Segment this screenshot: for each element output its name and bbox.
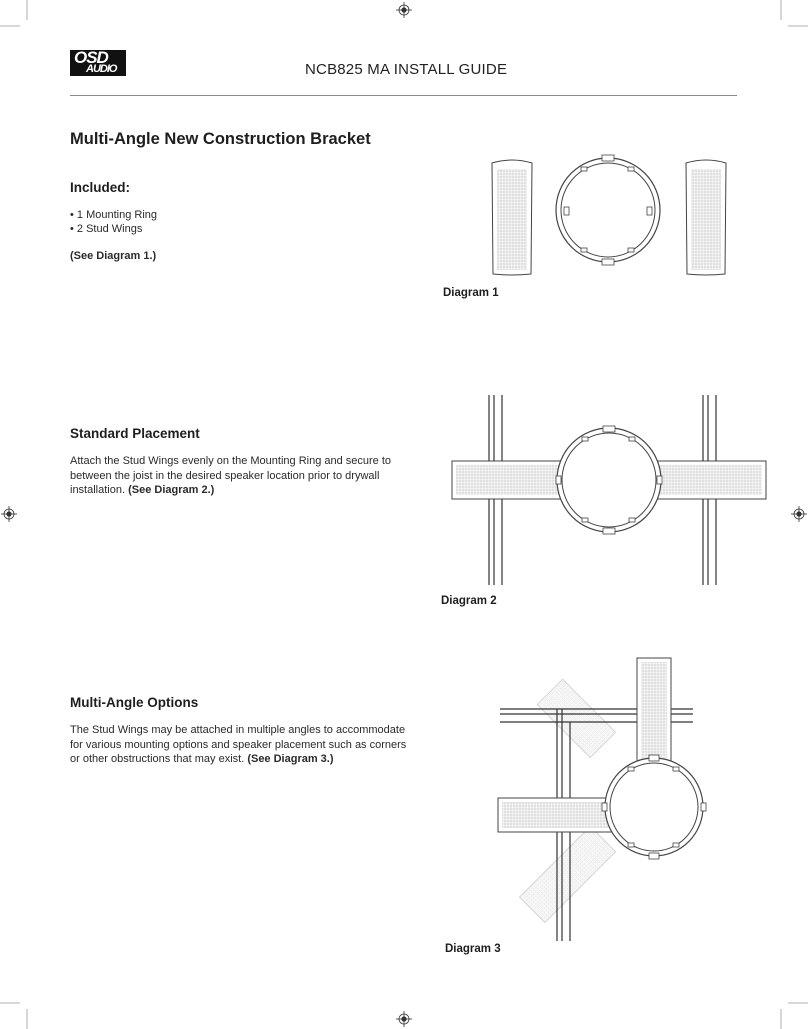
header-divider <box>70 95 737 96</box>
multi-angle-heading: Multi-Angle Options <box>70 695 199 710</box>
included-list <box>70 208 157 236</box>
stud-wing-horizontal <box>498 798 618 832</box>
multi-angle-body: The Stud Wings may be attached in multiple angles to accommodate for various mounting options and speaker placement such as corners or other obstructions that may exist. <box>70 724 407 765</box>
diagram-3 <box>495 655 715 945</box>
see-diagram-1-note: (See Diagram 1.) <box>70 250 157 262</box>
stud-wing-left <box>492 160 532 275</box>
mounting-ring <box>602 755 706 859</box>
osd-audio-logo <box>70 50 126 76</box>
list-item: • 1 Mounting Ring <box>70 209 158 221</box>
see-diagram-3-note: (See Diagram 3.) <box>247 753 334 765</box>
multi-angle-text <box>70 723 415 767</box>
stud-wing-right <box>648 461 766 499</box>
diagram-1 <box>488 155 748 285</box>
header-title: NCB825 MA INSTALL GUIDE <box>305 61 508 78</box>
standard-placement-body: Attach the Stud Wings evenly on the Mounting Ring and secure to between the joist in the desired speaker location prior to drywall installation. <box>70 455 392 496</box>
diagram-2-caption: Diagram 2 <box>441 595 497 607</box>
page-title: Multi-Angle New Construction Bracket <box>70 130 371 148</box>
logo-bottom-text: AUDIO <box>86 63 117 75</box>
registration-mark-top <box>396 2 412 18</box>
ghost-stud-wing-lower <box>519 826 615 922</box>
see-diagram-2-note: (See Diagram 2.) <box>128 484 215 496</box>
diagram-3-caption: Diagram 3 <box>445 943 501 955</box>
diagram-1-caption: Diagram 1 <box>443 287 499 299</box>
included-heading: Included: <box>70 180 130 195</box>
registration-mark-right <box>791 506 807 522</box>
diagram-2 <box>450 393 770 588</box>
logo-top-text: OSD <box>74 48 108 67</box>
ghost-stud-wing-upper <box>537 679 615 757</box>
stud-wing-left <box>452 461 570 499</box>
list-item: • 2 Stud Wings <box>70 223 143 235</box>
registration-mark-bottom <box>396 1011 412 1027</box>
standard-placement-text <box>70 454 405 498</box>
registration-mark-left <box>1 506 17 522</box>
mounting-ring <box>556 426 662 534</box>
standard-placement-heading: Standard Placement <box>70 426 200 441</box>
mounting-ring <box>556 155 660 265</box>
stud-wing-right <box>686 160 726 275</box>
